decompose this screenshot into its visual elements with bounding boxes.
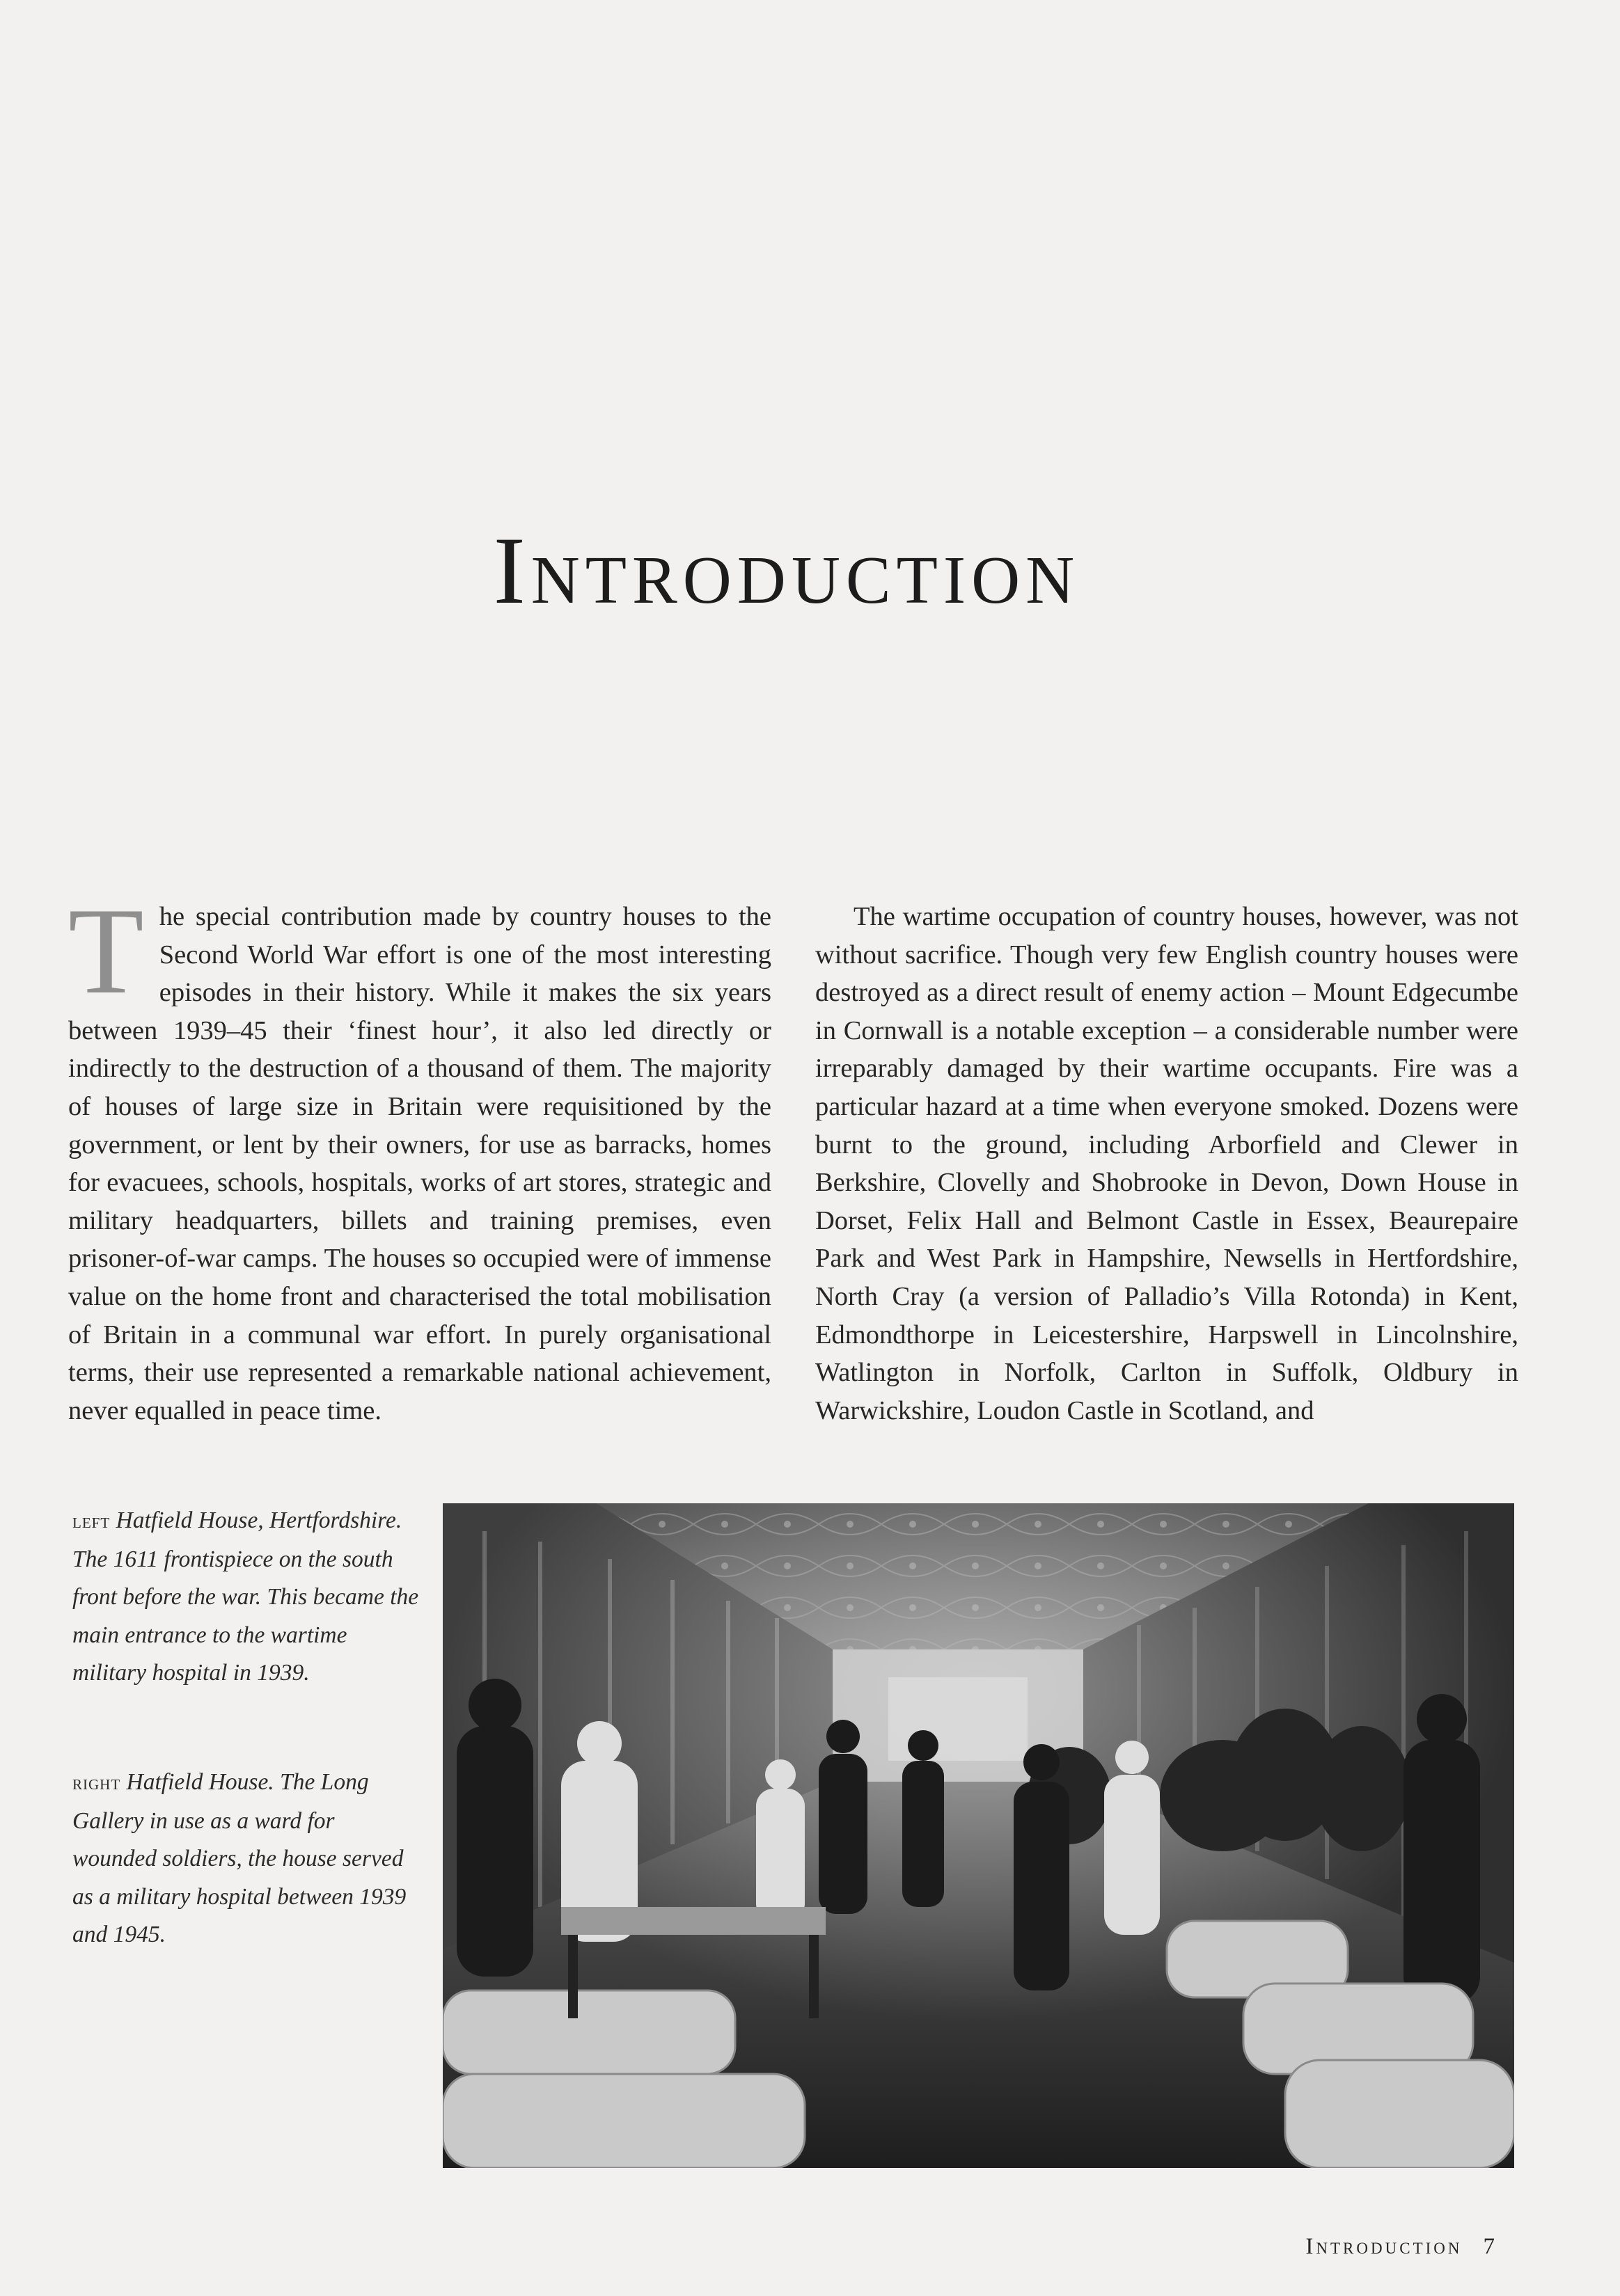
caption-left-label: left xyxy=(72,1510,111,1533)
intro-paragraph-text: he special contribution made by country houses to the Second World War effort is one of the most interesting episodes in their history. While it makes the six years between 1939–45 their ‘finest hour’, it also led directly or indirectly to the destruction of a thousand of them. The majority of houses of large size in Britain were requisitioned by the government, or lent by their owners, for use as barracks, homes for evacuees, schools, hospitals, works of art stores, strategic and military headquarters, billets and training premises, even prisoner-of-war camps. The houses so occupied were of immense value on the home front and characterised the total mobilisation of Britain in a communal war effort. In purely organisational terms, their use represented a remarkable national achievement, never equalled in peace time. xyxy=(68,902,771,1425)
caption-left-text: Hatfield House, Hertfordshire. The 1611 frontispiece on the south front before the war. This became the main entrance to the wartime military hospital in 1939. xyxy=(72,1507,419,1686)
page-title: Introduction xyxy=(493,517,1080,624)
continuation-paragraph: The wartime occupation of country houses, however, was not without sacrifice. Though very few English country houses were destroyed as a direct result of enemy action – Mount Edgecumbe in Cornwall is a notable exception – a considerable number were irreparably damaged by their wartime occupants. Fire was a particular hazard at a time when everyone smoked. Dozens were burnt to the ground, including Arborfield and Clewer in Berkshire, Clovelly and Shobrooke in Devon, Down House in Dorset, Felix Hall and Belmont Castle in Essex, Beaurepaire Park and West Park in Hampshire, Newsells in Hertfordshire, North Cray (a version of Palladio’s Villa Rotonda) in Kent, Edmondthorpe in Leicestershire, Harpswell in Lincolnshire, Watlington in Norfolk, Carlton in Suffolk, Oldbury in Warwickshire, Loudon Castle in Scotland, and xyxy=(815,902,1518,1425)
right-text-column xyxy=(815,898,1518,1430)
drop-cap: T xyxy=(68,882,144,1020)
page-footer xyxy=(1305,2234,1495,2260)
intro-paragraph xyxy=(68,882,771,1430)
running-head: Introduction xyxy=(1305,2234,1463,2259)
caption-left xyxy=(72,1502,420,1693)
caption-right xyxy=(72,1764,420,1954)
left-text-column xyxy=(68,882,771,1430)
caption-right-text: Hatfield House. The Long Gallery in use as a ward for wounded soldiers, the house served as a military hospital between 1939 and 1945. xyxy=(72,1769,407,1947)
page-number: 7 xyxy=(1483,2234,1495,2259)
long-gallery-photo xyxy=(443,1503,1514,2168)
caption-right-label: right xyxy=(72,1771,121,1794)
